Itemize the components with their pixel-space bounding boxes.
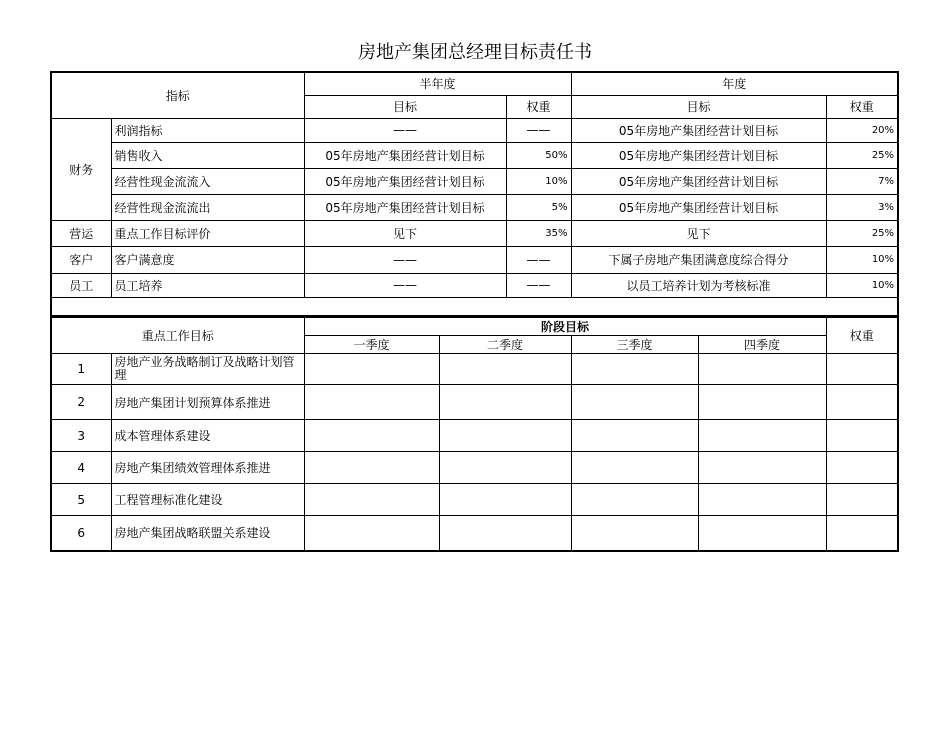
half-target-cell: 05年房地产集团经营计划目标 [304,168,506,194]
row-number: 2 [51,385,111,420]
year-weight-cell: 10% [826,246,898,273]
item-cell: 客户满意度 [111,246,304,273]
q4-cell [698,354,826,385]
half-weight-cell: 5% [506,194,571,220]
weight-cell [826,516,898,551]
table-row [51,142,898,168]
row-number: 5 [51,484,111,516]
half-weight-cell: 35% [506,220,571,246]
half-weight-cell: —— [506,246,571,273]
year-weight-header: 权重 [826,95,898,118]
q1-cell [304,452,439,484]
q3-cell [571,452,698,484]
item-cell: 销售收入 [111,142,304,168]
q2-cell [439,484,571,516]
item-cell: 利润指标 [111,118,304,142]
work-name: 房地产集团计划预算体系推进 [111,385,304,420]
work-name: 房地产集团战略联盟关系建设 [111,516,304,551]
table-row [51,420,898,452]
q4-header: 四季度 [698,336,826,354]
half-weight-header: 权重 [506,95,571,118]
half-target-cell: —— [304,246,506,273]
half-weight-cell: —— [506,118,571,142]
q4-cell [698,452,826,484]
q4-cell [698,484,826,516]
table-row [51,516,898,551]
stage-goal-header: 阶段目标 [304,317,826,336]
table-row [51,354,898,385]
year-target-cell: 见下 [571,220,826,246]
half-target-cell: —— [304,273,506,297]
work-name: 房地产业务战略制订及战略计划管理 [111,354,304,385]
q3-header: 三季度 [571,336,698,354]
q1-cell [304,420,439,452]
work-name: 工程管理标准化建设 [111,484,304,516]
row-number: 6 [51,516,111,551]
half-year-header: 半年度 [304,72,571,95]
kpi-table [50,71,899,317]
table-row [51,194,898,220]
table-row [51,452,898,484]
half-target-cell: 05年房地产集团经营计划目标 [304,142,506,168]
key-work-weight-header: 权重 [826,317,898,354]
row-number: 4 [51,452,111,484]
half-weight-cell: —— [506,273,571,297]
category-cell: 员工 [51,273,111,297]
year-target-cell: 05年房地产集团经营计划目标 [571,142,826,168]
year-target-cell: 05年房地产集团经营计划目标 [571,194,826,220]
spacer-cell [51,297,898,316]
year-target-cell: 以员工培养计划为考核标准 [571,273,826,297]
work-name: 成本管理体系建设 [111,420,304,452]
q3-cell [571,354,698,385]
year-target-cell: 05年房地产集团经营计划目标 [571,168,826,194]
q4-cell [698,420,826,452]
year-weight-cell: 20% [826,118,898,142]
q4-cell [698,516,826,551]
weight-cell [826,452,898,484]
year-target-header: 目标 [571,95,826,118]
q2-header: 二季度 [439,336,571,354]
item-cell: 经营性现金流流入 [111,168,304,194]
table-row [51,246,898,273]
indicator-header: 指标 [51,72,304,118]
key-work-header: 重点工作目标 [51,317,304,354]
q1-cell [304,516,439,551]
row-number: 1 [51,354,111,385]
table-row [51,118,898,142]
weight-cell [826,484,898,516]
q3-cell [571,484,698,516]
year-target-cell: 05年房地产集团经营计划目标 [571,118,826,142]
document-title: 房地产集团总经理目标责任书 [358,42,592,63]
item-cell: 重点工作目标评价 [111,220,304,246]
work-name: 房地产集团绩效管理体系推进 [111,452,304,484]
weight-cell [826,420,898,452]
q2-cell [439,516,571,551]
half-target-cell: 05年房地产集团经营计划目标 [304,194,506,220]
table-row [51,385,898,420]
q1-cell [304,385,439,420]
spacer-row [51,297,898,316]
year-weight-cell: 3% [826,194,898,220]
q3-cell [571,420,698,452]
q3-cell [571,516,698,551]
year-target-cell: 下属子房地产集团满意度综合得分 [571,246,826,273]
q2-cell [439,420,571,452]
weight-cell [826,354,898,385]
category-cell: 营运 [51,220,111,246]
q1-cell [304,484,439,516]
table-row [51,484,898,516]
table-row [51,168,898,194]
half-target-cell: 见下 [304,220,506,246]
half-weight-cell: 50% [506,142,571,168]
weight-cell [826,385,898,420]
year-weight-cell: 7% [826,168,898,194]
year-weight-cell: 25% [826,220,898,246]
category-cell: 客户 [51,246,111,273]
half-target-header: 目标 [304,95,506,118]
item-cell: 经营性现金流流出 [111,194,304,220]
item-cell: 员工培养 [111,273,304,297]
category-cell: 财务 [51,118,111,220]
year-weight-cell: 25% [826,142,898,168]
q1-cell [304,354,439,385]
table-row [51,220,898,246]
q3-cell [571,385,698,420]
q2-cell [439,354,571,385]
year-header: 年度 [571,72,898,95]
q4-cell [698,385,826,420]
row-number: 3 [51,420,111,452]
year-weight-cell: 10% [826,273,898,297]
key-work-table [50,316,899,552]
q2-cell [439,452,571,484]
table-row [51,273,898,297]
q2-cell [439,385,571,420]
half-weight-cell: 10% [506,168,571,194]
q1-header: 一季度 [304,336,439,354]
half-target-cell: —— [304,118,506,142]
